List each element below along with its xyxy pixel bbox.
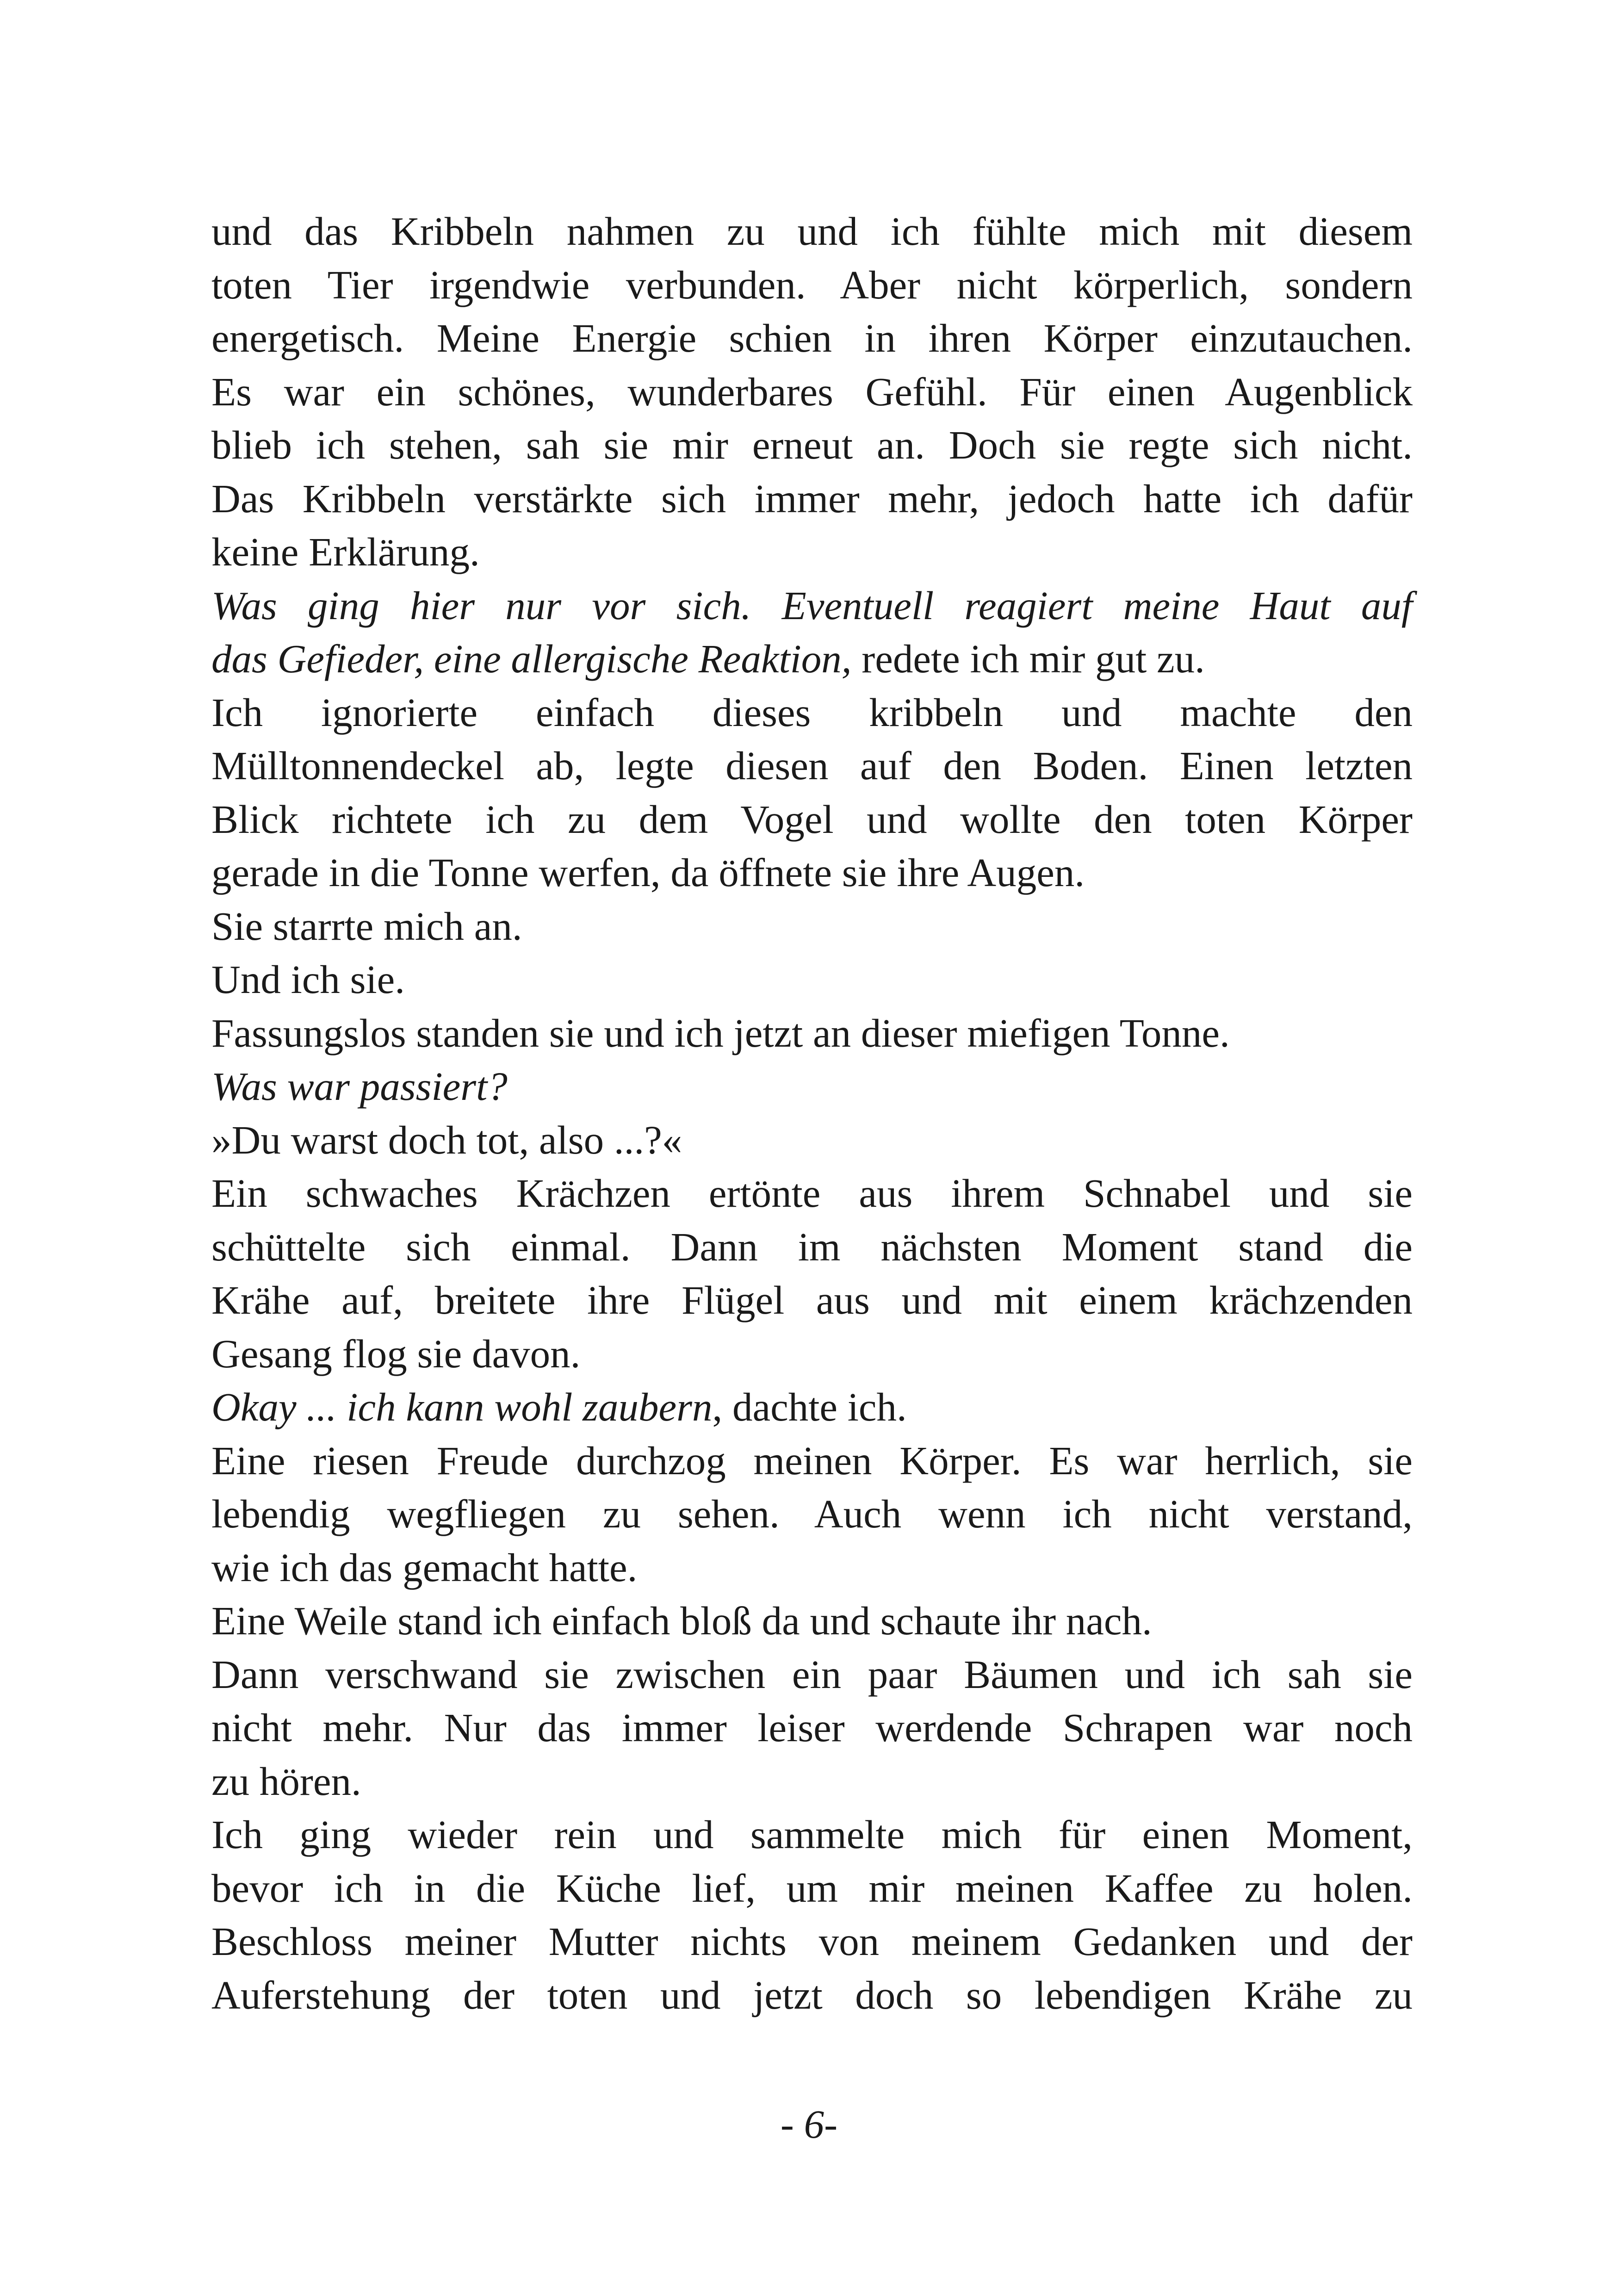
text-line [211,258,1413,312]
text-segment: wie ich das gemacht hatte. [211,1545,638,1590]
text-segment: gerade in die Tonne werfen, da öffnete sie ihre Augen. [211,850,1085,895]
text-segment: toten Tier irgendwie verbunden. Aber nicht körperlich, sondern [211,262,1413,307]
text-segment: Mülltonnendeckel ab, legte diesen auf den Boden. Einen letzten [211,743,1413,788]
text-segment: keine Erklärung. [211,529,480,574]
text-line [211,1220,1413,1274]
text-segment: Das Kribbeln verstärkte sich immer mehr, jedoch hatte ich dafür [211,476,1413,521]
text-segment: Sie starrte mich an. [211,903,522,949]
text-line [211,1273,1413,1327]
text-segment: Eine Weile stand ich einfach bloß da und schaute ihr nach. [211,1598,1152,1643]
text-line [211,1434,1413,1488]
text-line [211,1541,1413,1595]
text-segment: Auferstehung der toten und jetzt doch so lebendigen Krähe zu [211,1972,1413,2017]
text-line [211,1167,1413,1220]
text-line [211,472,1413,526]
text-segment: lebendig wegfliegen zu sehen. Auch wenn ich nicht verstand, [211,1491,1413,1536]
text-segment: Es war ein schönes, wunderbares Gefühl. Für einen Augenblick [211,369,1413,414]
body-text [211,205,1413,2022]
text-line [211,365,1413,419]
text-segment: und das Kribbeln nahmen zu und ich fühlte mich mit diesem [211,209,1413,254]
text-line [211,686,1413,739]
italic-text-segment: Was war passiert? [211,1064,508,1109]
text-line [211,846,1413,900]
text-line [211,1487,1413,1541]
italic-text-segment: Was ging hier nur vor sich. Eventuell reagiert meine Haut auf [211,583,1413,628]
page-number [0,2101,1618,2147]
text-line [211,579,1413,633]
text-segment: Dann verschwand sie zwischen ein paar Bäumen und ich sah sie [211,1651,1413,1697]
text-segment: »Du warst doch tot, also ...?« [211,1117,682,1162]
text-segment: Ein schwaches Krächzen ertönte aus ihrem Schnabel und sie [211,1171,1413,1216]
text-segment: schüttelte sich einmal. Dann im nächsten Moment stand die [211,1224,1413,1269]
text-line [211,632,1413,686]
text-line [211,1701,1413,1755]
text-segment: Fassungslos standen sie und ich jetzt an dieser miefigen Tonne. [211,1010,1230,1055]
text-segment: zu hören. [211,1758,361,1804]
text-segment: energetisch. Meine Energie schien in ihren Körper einzutauchen. [211,316,1413,360]
text-line [211,1808,1413,1862]
text-segment: redete ich mir gut zu. [851,636,1205,681]
text-line [211,1380,1413,1434]
page-number-suffix: - [824,2102,838,2147]
text-line [211,1060,1413,1113]
text-line [211,953,1413,1006]
text-line [211,1915,1413,1968]
text-line [211,1006,1413,1060]
text-segment: bevor ich in die Küche lief, um mir meinen Kaffee zu holen. [211,1865,1413,1911]
text-line [211,205,1413,258]
text-segment: Blick richtete ich zu dem Vogel und wollte den toten Körper [211,796,1413,842]
page-number-prefix: - [780,2102,804,2147]
text-line [211,1113,1413,1167]
text-line [211,1648,1413,1701]
page-number-value: 6 [804,2102,824,2147]
text-segment: Ich ging wieder rein und sammelte mich für einen Moment, [211,1812,1413,1857]
text-line [211,1755,1413,1808]
text-line [211,900,1413,953]
text-segment: Und ich sie. [211,957,405,1002]
text-segment: Beschloss meiner Mutter nichts von meinem Gedanken und der [211,1919,1413,1964]
text-line [211,311,1413,365]
text-segment: Eine riesen Freude durchzog meinen Körper. Es war herrlich, sie [211,1438,1413,1483]
text-line [211,525,1413,579]
text-line [211,1968,1413,2022]
text-segment: nicht mehr. Nur das immer leiser werdende Schrapen war noch [211,1705,1413,1750]
text-line [211,418,1413,472]
text-segment: Ich ignorierte einfach dieses kribbeln und machte den [211,689,1413,735]
text-line [211,739,1413,793]
text-segment: , dachte ich. [712,1384,907,1429]
text-line [211,793,1413,846]
text-segment: blieb ich stehen, sah sie mir erneut an. Doch sie regte sich nicht. [211,422,1413,467]
text-line [211,1594,1413,1648]
italic-text-segment: das Gefieder, eine allergische Reaktion, [211,636,852,681]
text-segment: Gesang flog sie davon. [211,1331,581,1376]
text-line [211,1862,1413,1915]
text-segment: Krähe auf, breitete ihre Flügel aus und mit einem krächzenden [211,1278,1413,1322]
italic-text-segment: Okay ... ich kann wohl zaubern [211,1384,713,1429]
text-line [211,1327,1413,1381]
